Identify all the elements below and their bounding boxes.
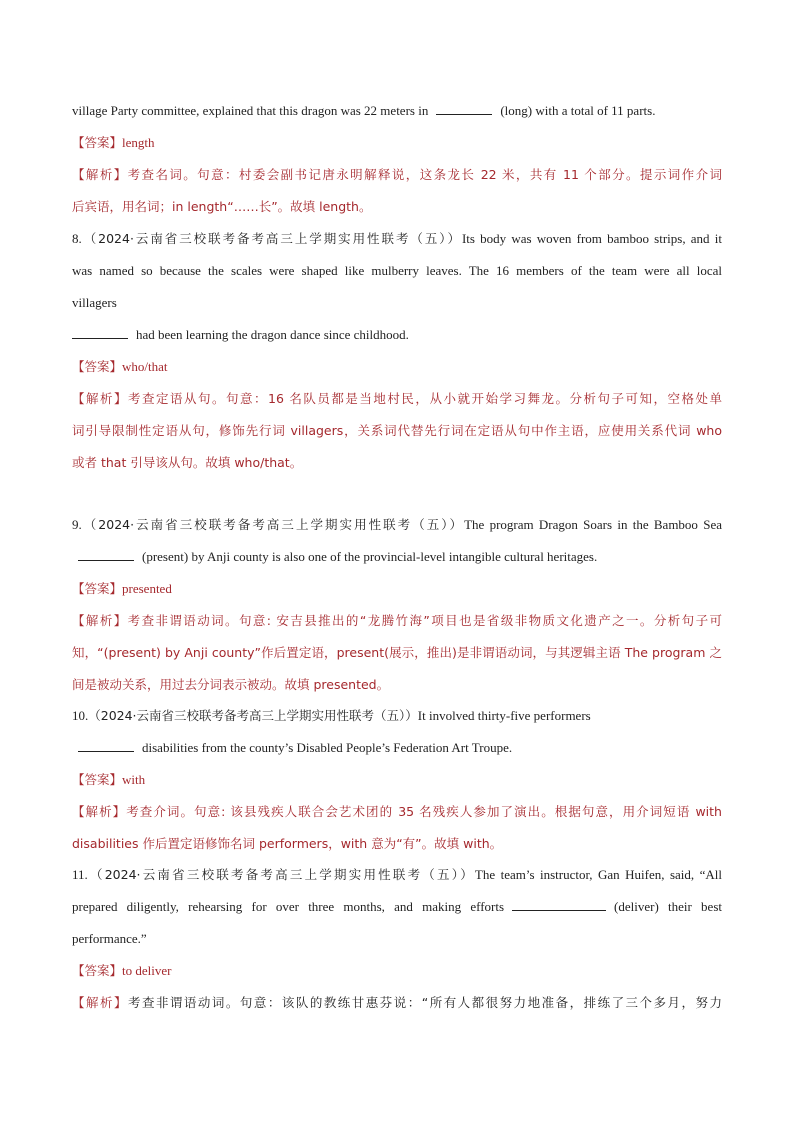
q8-answer-value: who/that [122,359,168,374]
analysis-tag: 【解析】 [72,613,128,628]
q8-number: 8. [72,231,82,246]
q8-question-line4: had been learning the dragon dance since childhood. [72,326,722,344]
q10-question-line1: 10.（2024·云南省三校联考备考高三上学期实用性联考（五））It involved thirty-five performers [72,708,591,723]
q10-source: （2024·云南省三校联考备考高三上学期实用性联考（五）） [88,708,418,723]
q11-source: （2024·云南省三校联考备考高三上学期实用性联考（五）） [87,867,475,882]
q8-analysis-line3: 或者 that 引导该从句。故填 who/that。 [72,455,303,470]
q11-question-line2: prepared diligently, rehearsing for over three months, and making efforts (deliver) their best [72,899,722,914]
q8-analysis-line1: 【解析】考查定语从句。句意：16 名队员都是当地村民，从小就开始学习舞龙。分析句子可知，空格处单 [72,391,722,406]
q7-answer [72,134,722,152]
analysis-tag: 【解析】 [72,804,127,819]
q9-number: 9. [72,517,82,532]
q9-question-line2: (present) by Anji county is also one of the provincial-level intangible cultural heritages. [72,548,722,566]
q11-analysis-line1: 【解析】考查非谓语动词。句意：该队的教练甘惠芬说：“所有人都很努力地准备，排练了三个多月，努力 [72,995,722,1010]
q10-analysis-line2: disabilities 作后置定语修饰名词 performers，with 意为“有”。故填 with。 [72,836,503,851]
q7-question-line [72,102,722,120]
q10-analysis-line1: 【解析】考查介词。句意: 该县残疾人联合会艺术团的 35 名残疾人参加了演出。根据句意，用介词短语 with [72,804,722,819]
q8-question-line1: 8.（2024·云南省三校联考备考高三上学期实用性联考（五））Its body was woven from bamboo strips, and it [72,231,722,246]
answer-tag: 【答案】 [72,359,123,374]
q8-analysis-line2: 词引导限制性定语从句，修饰先行词 villagers，关系词代替先行词在定语从句中作主语，应使用关系代词 who [72,423,722,438]
answer-tag: 【答案】 [72,581,123,596]
q7-answer-value: length [122,135,155,150]
q11-answer-value: to deliver [122,963,172,978]
q7-analysis-line2: 后宾语，用名词；in length“……长”。故填 length。 [72,199,372,214]
q9-analysis-line3: 间是被动关系，用过去分词表示被动。故填 presented。 [72,677,390,692]
q11-blank [512,898,606,911]
q11-question-line3: performance.” [72,931,147,946]
answer-tag: 【答案】 [72,135,123,150]
q11-answer [72,962,722,980]
q9-analysis-line1: 【解析】考查非谓语动词。句意: 安吉县推出的“龙腾竹海”项目也是省级非物质文化遗产之一。分析句子可 [72,613,722,628]
answer-tag: 【答案】 [72,963,123,978]
q8-answer [72,358,722,376]
q11-number: 11. [72,867,88,882]
q9-question-line1: 9.（2024·云南省三校联考备考高三上学期实用性联考（五））The program Dragon Soars in the Bamboo Sea [72,517,722,532]
q9-blank [78,548,134,561]
q8-source: （2024·云南省三校联考备考高三上学期实用性联考（五）） [81,231,462,246]
q9-source: （2024·云南省三校联考备考高三上学期实用性联考（五）） [81,517,465,532]
analysis-tag: 【解析】 [72,995,128,1010]
q9-analysis-line2: 知，“(present) by Anji county”作后置定语，present(展示，推出)是非谓语动词，与其逻辑主语 The program 之 [72,645,722,660]
q7-text-pre: village Party committee, explained that this dragon was 22 meters in [72,103,429,118]
q10-blank [78,739,134,752]
q10-answer [72,771,722,789]
q7-blank [436,102,492,115]
q9-answer-value: presented [122,581,172,596]
q9-answer [72,580,722,598]
q10-answer-value: with [122,772,146,787]
q8-question-line2: was named so because the scales were shaped like mulberry leaves. The 16 members of the team were all local [72,263,722,278]
q8-question-line3: villagers [72,295,117,310]
analysis-tag: 【解析】 [72,167,128,182]
q10-question-line2: disabilities from the county’s Disabled People’s Federation Art Troupe. [72,739,722,757]
q11-question-line1: 11.（2024·云南省三校联考备考高三上学期实用性联考（五））The team’s instructor, Gan Huifen, said, “All [72,867,722,882]
answer-tag: 【答案】 [72,772,123,787]
q10-number: 10. [72,708,89,723]
q7-text-post: (long) with a total of 11 parts. [500,103,656,118]
q8-blank [72,326,128,339]
analysis-tag: 【解析】 [72,391,129,406]
q7-analysis-line1: 【解析】考查名词。句意：村委会副书记唐永明解释说，这条龙长 22 米，共有 11 个部分。提示词作介词 [72,167,722,182]
